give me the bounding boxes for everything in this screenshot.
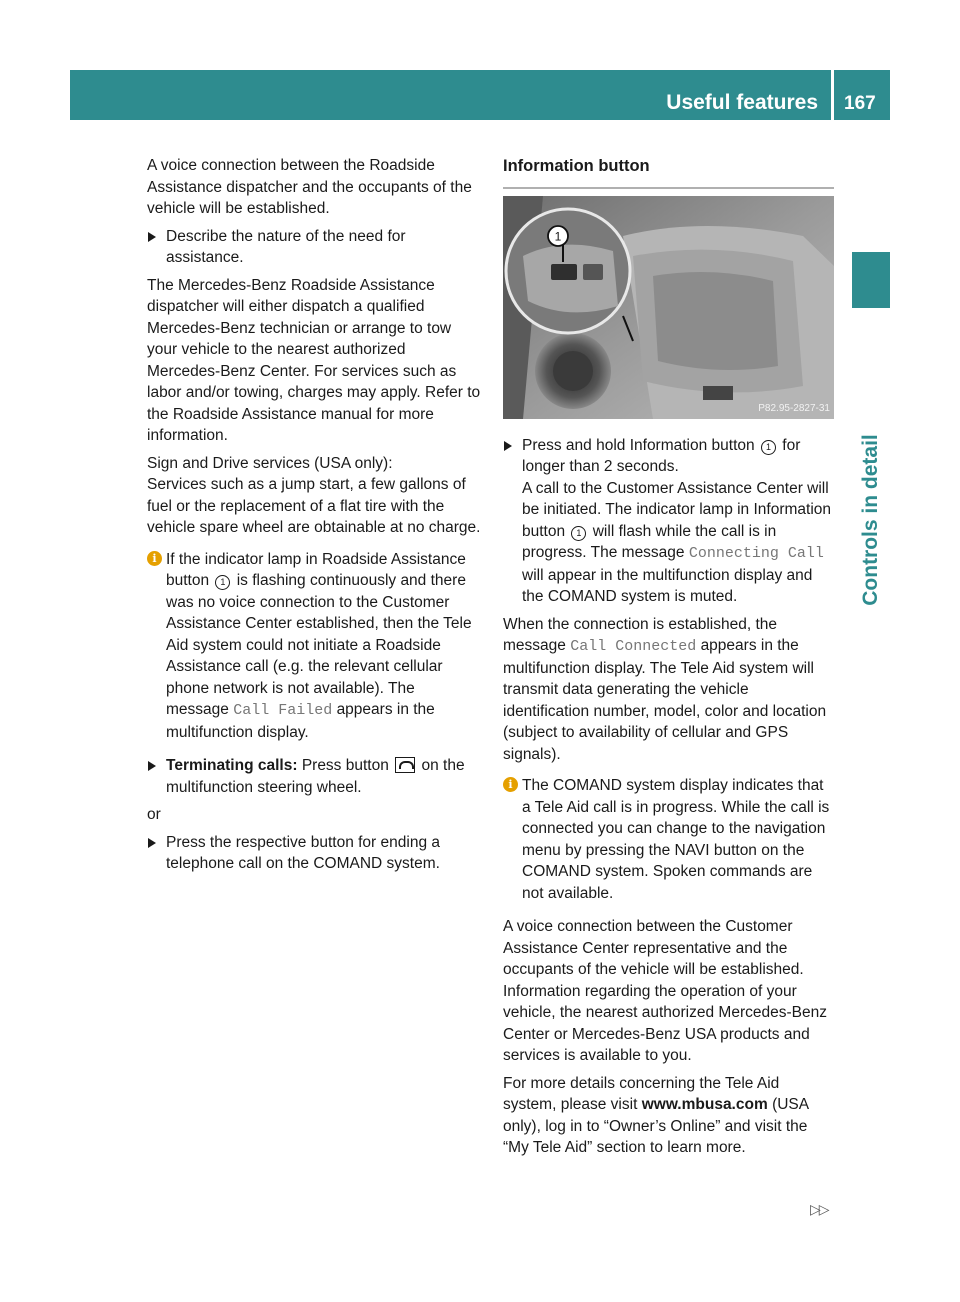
info-note: i The COMAND system display indicates that a Tele Aid call is in progress. While the call is connected you can change to the navigation menu by pressing the NAVI button on the COMAND system. Spoken commands are not available.	[503, 775, 834, 904]
left-column	[147, 155, 481, 881]
display-message: Connecting Call	[688, 545, 824, 562]
display-message: Call Failed	[233, 702, 333, 719]
step-item: Press and hold Information button 1 for longer than 2 seconds. A call to the Customer Assistance Center will be initiated. The indicator lamp in Information button 1 will flash while the call is in progress. The message Connecting Call will appear in the multifunction display and the COMAND system is muted.	[503, 435, 834, 608]
divider	[503, 187, 834, 189]
info-note: i If the indicator lamp in Roadside Assistance button 1 is flashing continuously and there was no voice connection to the Customer Assistance Center established, then the Tele Aid system could not initiate a Roadside Assistance call (e.g. the relevant cellular phone network is not available). The message Call Failed appears in the multifunction display.	[147, 549, 481, 744]
step-arrow-icon	[148, 838, 156, 848]
paragraph	[147, 453, 481, 539]
step-arrow-icon	[148, 232, 156, 242]
callout-marker: 1	[571, 526, 586, 541]
paragraph: A voice connection between the Roadside Assistance dispatcher and the occupants of the vehicle will be established.	[147, 157, 472, 217]
info-icon: i	[503, 777, 518, 792]
step-arrow-icon	[504, 441, 512, 451]
step-arrow-icon	[148, 761, 156, 771]
step-text: Describe the nature of the need for assistance.	[166, 227, 406, 266]
website-link[interactable]: www.mbusa.com	[641, 1096, 768, 1113]
side-tab-label: Controls in detail	[859, 434, 882, 606]
callout-marker: 1	[761, 440, 776, 455]
paragraph: When the connection is established, the message Call Connected appears in the multifunction display. The Tele Aid system will transmit data generating the vehicle identification number, model, color and location (subject to availability of cellular and GPS signals).	[503, 615, 827, 763]
figure-callout: 1	[554, 229, 562, 243]
paragraph-line: Sign and Drive services (USA only):	[147, 454, 393, 472]
section-heading: Information button	[503, 157, 650, 175]
side-tab-marker	[852, 252, 890, 308]
console-illustration	[503, 196, 834, 419]
display-message: Call Connected	[570, 638, 697, 655]
header-separator	[831, 70, 834, 120]
page-number: 167	[844, 93, 876, 114]
paragraph: For more details concerning the Tele Aid system, please visit www.mbusa.com (USA only), log in to “Owner’s Online” and visit the “My Tele Aid” section to learn more.	[503, 1074, 809, 1156]
step-item: Terminating calls: Press button on the multifunction steering wheel.	[147, 755, 481, 798]
callout-marker: 1	[215, 575, 230, 590]
right-column	[503, 155, 834, 1165]
step-label: Terminating calls:	[166, 757, 298, 774]
section-title: Useful features	[666, 91, 818, 114]
paragraph-line: Services such as a jump start, a few gallons of fuel or the replacement of a flat tire with the vehicle spare wheel are obtainable at no charge.	[147, 476, 481, 536]
continue-arrow-icon: ▷▷	[810, 1201, 828, 1217]
paragraph: A voice connection between the Customer Assistance Center representative and the occupants of the vehicle will be established. Information regarding the operation of your vehicle, the nearest authorized Mercedes-Benz Center or Mercedes-Benz USA products and services is available to you.	[503, 918, 827, 1064]
step-item	[147, 832, 481, 875]
end-call-icon	[395, 757, 415, 773]
figure-code: P82.95-2827-31	[758, 402, 830, 414]
or-text: or	[147, 806, 161, 823]
paragraph: The Mercedes-Benz Roadside Assistance dispatcher will either dispatch a qualified Mercedes-Benz technician or arrange to tow your vehicle to the nearest authorized Mercedes-Benz Center. For services such as labor and/or towing, charges may apply. Refer to the Roadside Assistance manual for more information.	[147, 276, 481, 444]
step-item	[147, 226, 481, 269]
info-icon: i	[147, 551, 162, 566]
step-text: Press the respective button for ending a telephone call on the COMAND system.	[166, 833, 440, 872]
figure-photo	[503, 196, 834, 419]
